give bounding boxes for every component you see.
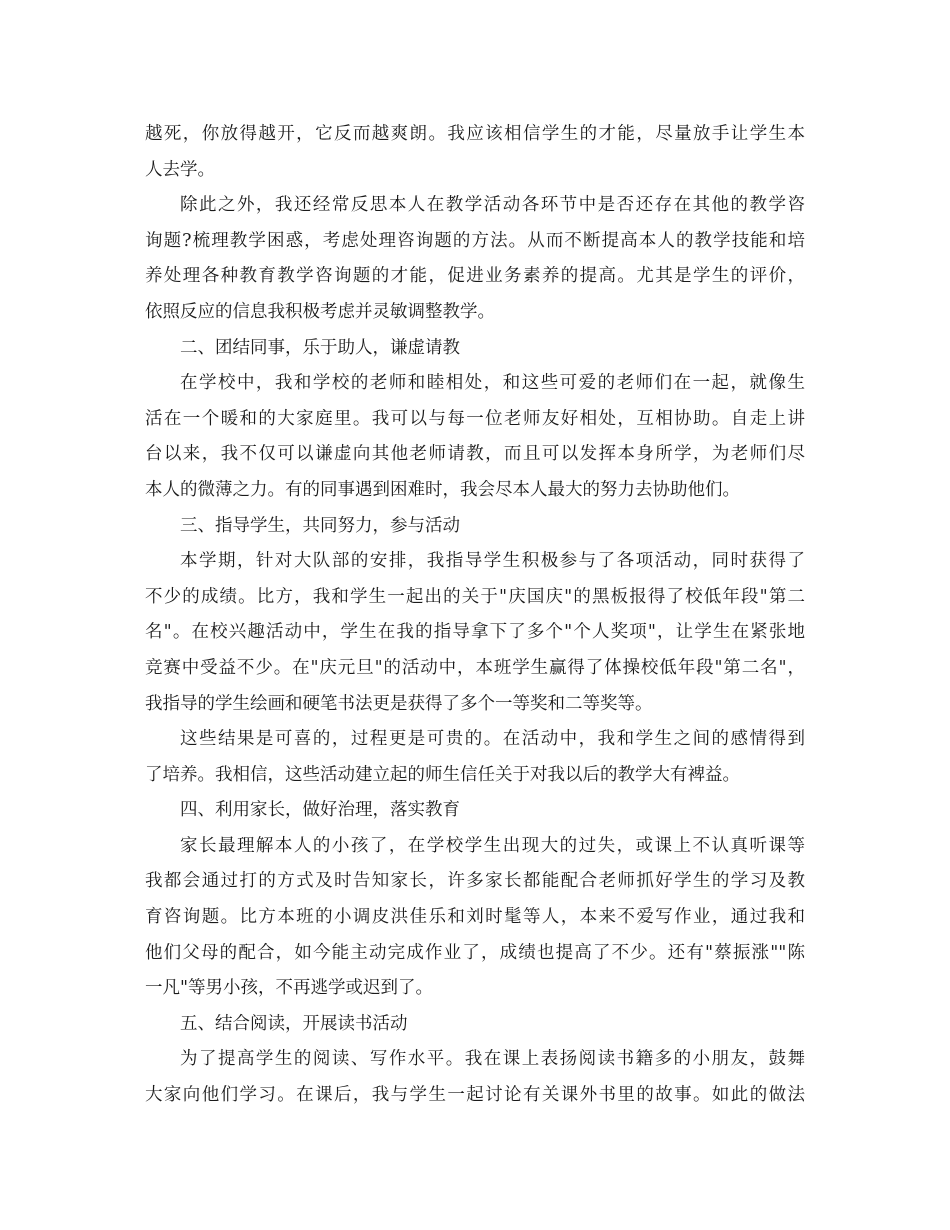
text-line: 四、利用家长，做好治理，落实教育 (180, 800, 460, 821)
text-line: 本人的微薄之力。有的同事遇到困难时，我会尽本人最大的努力去协助他们。 (145, 479, 740, 500)
text-line: 询题?梳理教学困惑，考虑处理咨询题的方法。从而不断提高本人的教学技能和培 (145, 230, 805, 251)
text-line: 人去学。 (145, 159, 215, 180)
text-line: 这些结果是可喜的，过程更是可贵的。在活动中，我和学生之间的感情得到 (180, 729, 805, 750)
text-line: 大家向他们学习。在课后，我与学生一起讨论有关课外书里的故事。如此的做法 (145, 1085, 805, 1106)
text-line: 五、结合阅读，开展读书活动 (180, 1013, 408, 1034)
text-line: 竞赛中受益不少。在"庆元旦"的活动中，本班学生赢得了体操校低年段"第二名"， (145, 657, 805, 678)
text-line: 三、指导学生，共同努力，参与活动 (180, 515, 460, 536)
text-line: 在学校中，我和学校的老师和睦相处，和这些可爱的老师们在一起，就像生 (180, 373, 805, 394)
document-body (145, 117, 805, 1114)
text-line: 他们父母的配合，如今能主动完成作业了，成绩也提高了不少。还有"蔡振涨""陈 (145, 942, 805, 963)
text-line: 一凡"等男小孩，不再逃学或迟到了。 (145, 978, 434, 999)
text-line: 养处理各种教育教学咨询题的才能，促进业务素养的提高。尤其是学生的评价， (145, 266, 805, 287)
text-line: 本学期，针对大队部的安排，我指导学生积极参与了各项活动，同时获得了 (180, 551, 805, 572)
text-line: 我指导的学生绘画和硬笔书法更是获得了多个一等奖和二等奖等。 (145, 693, 653, 714)
text-line: 了培养。我相信，这些活动建立起的师生信任关于对我以后的教学大有裨益。 (145, 764, 740, 785)
text-line: 二、团结同事，乐于助人，谦虚请教 (180, 337, 460, 358)
text-line: 名"。在校兴趣活动中，学生在我的指导拿下了多个"个人奖项"，让学生在紧张地 (145, 622, 805, 643)
text-line: 台以来，我不仅可以谦虚向其他老师请教，而且可以发挥本身所学，为老师们尽 (145, 444, 805, 465)
text-line: 依照反应的信息我积极考虑并灵敏调整教学。 (145, 301, 495, 322)
text-line: 家长最理解本人的小孩了，在学校学生出现大的过失，或课上不认真听课等 (180, 835, 805, 856)
text-line: 越死，你放得越开，它反而越爽朗。我应该相信学生的才能，尽量放手让学生本 (145, 124, 805, 144)
text-line: 为了提高学生的阅读、写作水平。我在课上表扬阅读书籍多的小朋友，鼓舞 (180, 1049, 805, 1070)
text-line: 活在一个暖和的大家庭里。我可以与每一位老师友好相处，互相协助。自走上讲 (145, 408, 805, 429)
text-line: 育咨询题。比方本班的小调皮洪佳乐和刘时髦等人，本来不爱写作业，通过我和 (145, 907, 805, 928)
text-line: 除此之外，我还经常反思本人在教学活动各环节中是否还存在其他的教学咨 (180, 195, 805, 216)
text-line: 不少的成绩。比方，我和学生一起出的关于"庆国庆"的黑板报得了校低年段"第二 (145, 586, 805, 607)
text-line: 我都会通过打的方式及时告知家长，许多家长都能配合老师抓好学生的学习及教 (145, 871, 805, 892)
